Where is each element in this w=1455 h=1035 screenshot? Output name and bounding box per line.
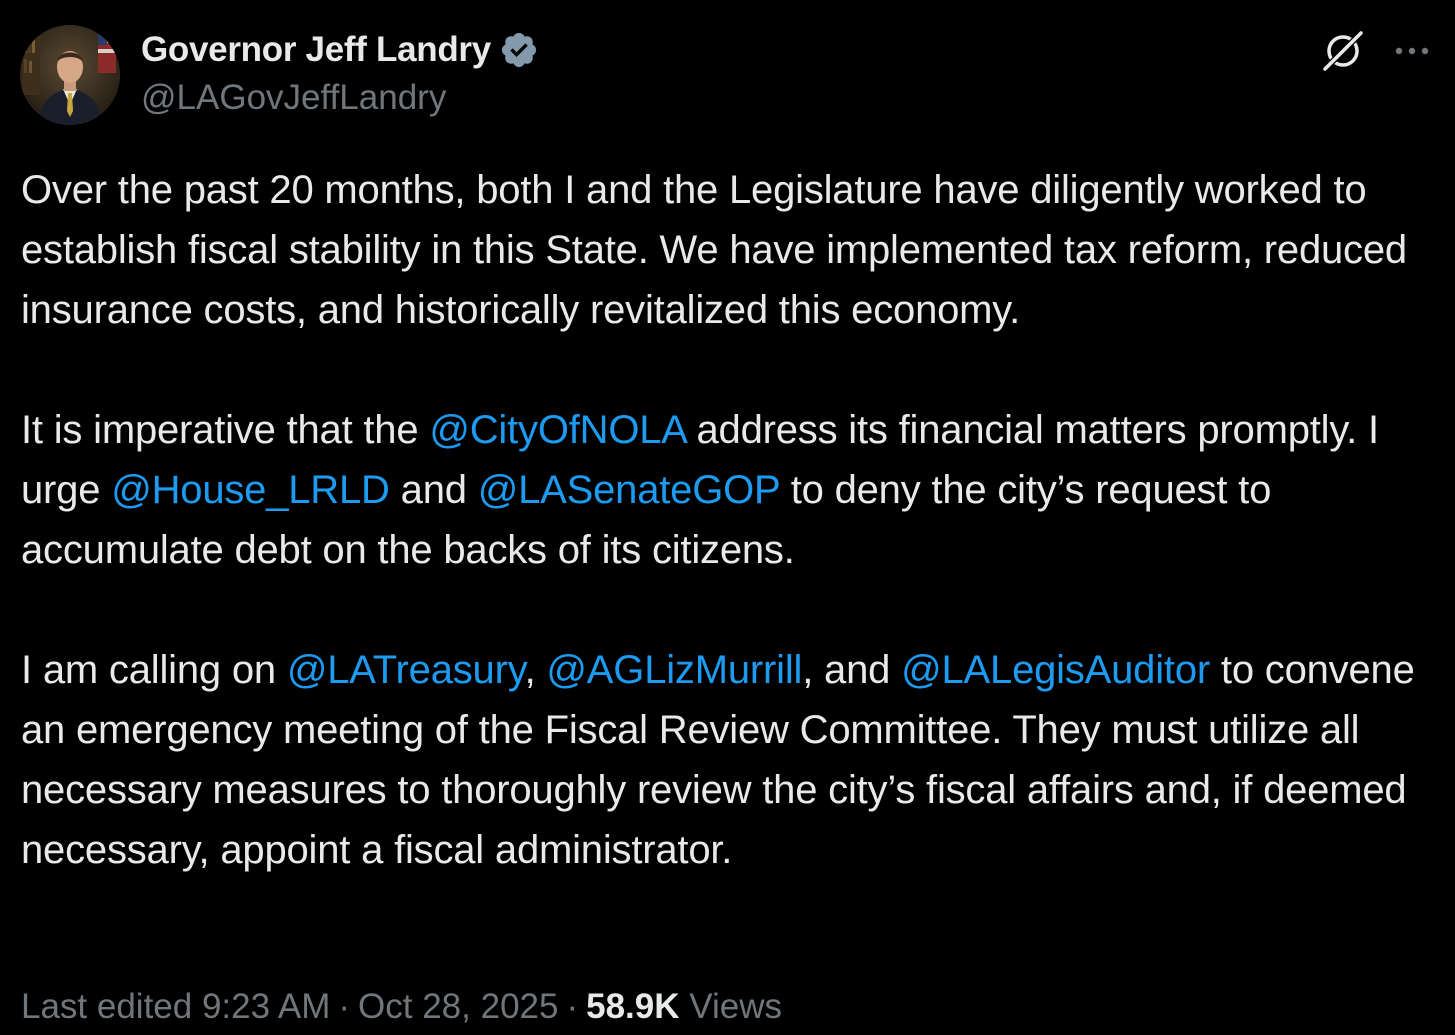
- tweet-text: [21, 160, 1431, 880]
- text-segment: address its financial matters promptly. I urge: [21, 408, 1379, 512]
- tweet-metadata: [21, 982, 782, 1032]
- text-segment: and: [389, 468, 478, 512]
- author-name-row[interactable]: [141, 28, 539, 72]
- mention-link-lalegisauditor[interactable]: @LALegisAuditor: [901, 648, 1210, 692]
- author-handle[interactable]: @LAGovJeffLandry: [141, 78, 447, 117]
- post-date[interactable]: Oct 28, 2025: [358, 987, 559, 1026]
- paragraph-spacer: [21, 340, 1431, 400]
- avatar[interactable]: [20, 25, 120, 125]
- mention-link-house-lrld[interactable]: @House_LRLD: [111, 468, 390, 512]
- mention-link-lasenategop[interactable]: @LASenateGOP: [477, 468, 780, 512]
- profile-photo: [20, 25, 120, 125]
- verified-badge-icon[interactable]: [499, 30, 539, 70]
- separator-dot: ·: [338, 987, 351, 1026]
- paragraph-spacer: [21, 580, 1431, 640]
- text-segment: ,: [524, 648, 547, 692]
- text-segment: to deny the city’s request to accumulate debt on the backs of its citizens.: [21, 468, 1272, 572]
- more-options-icon[interactable]: [1392, 36, 1432, 66]
- display-name[interactable]: Governor Jeff Landry: [141, 30, 491, 69]
- mention-link-cityofnola[interactable]: @CityOfNOLA: [429, 408, 686, 452]
- views-count[interactable]: 58.9K: [586, 987, 680, 1026]
- tweet-paragraph-1: Over the past 20 months, both I and the Legislature have diligently worked to establish fiscal stability in this State. We have implemented tax reform, reduced insurance costs, and historically revitalized this economy.: [21, 168, 1407, 332]
- tweet-paragraph-3: [21, 640, 1431, 880]
- separator-dot: ·: [566, 987, 579, 1026]
- text-segment: , and: [802, 648, 902, 692]
- grok-icon[interactable]: [1320, 28, 1366, 74]
- mention-link-agliz-murrill[interactable]: @AGLizMurrill: [546, 648, 803, 692]
- tweet-paragraph-2: [21, 400, 1431, 580]
- text-segment: I am calling on: [21, 648, 287, 692]
- text-segment: It is imperative that the: [21, 408, 430, 452]
- text-segment: to convene an emergency meeting of the Fiscal Review Committee. They must utilize all necessary measures to thoroughly review the city’s fiscal affairs and, if deemed necessary, appoint a fiscal administrator.: [21, 648, 1415, 872]
- last-edited-timestamp[interactable]: Last edited 9:23 AM: [21, 987, 331, 1026]
- mention-link-latreasury[interactable]: @LATreasury: [286, 648, 525, 692]
- views-label[interactable]: Views: [689, 987, 782, 1026]
